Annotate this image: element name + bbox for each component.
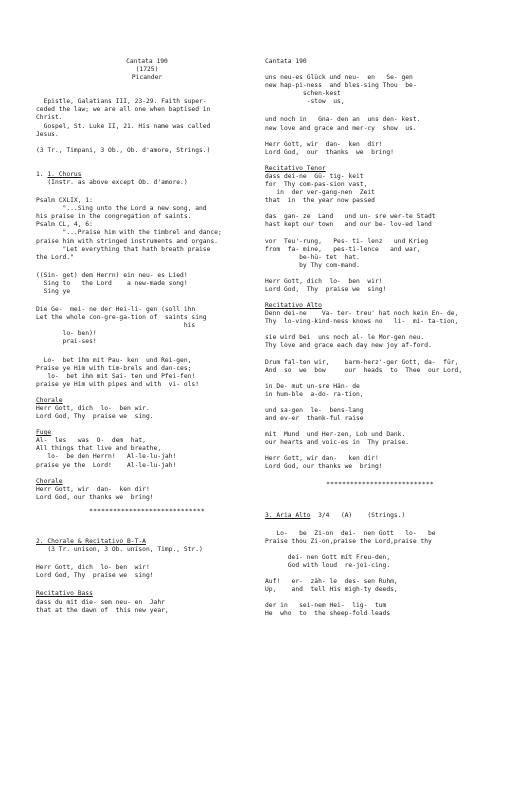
lyric-line: Thy lo-ving-kind-ness knows no li- mi- ta-tion, (265, 318, 459, 326)
text-line: praise him with stringed instruments and organs. (36, 237, 218, 245)
text-line: the Lord." (36, 253, 74, 261)
lyric-line: Lord God, our thanks we bring! (265, 148, 394, 156)
text-line: ceded the law; we are all one when baptised in (36, 106, 211, 114)
text-line: Christ. (36, 114, 63, 122)
lyric-line: schen-kest (265, 90, 341, 98)
lyric-line: Drum fal-ten wir, barm-herz'-ger Gott, da- für, (265, 358, 459, 366)
left-header (36, 58, 258, 82)
lyric-line: and ev-er thank-ful raise (265, 415, 364, 422)
lyrics-loben (36, 357, 258, 389)
lyric-line: Herr Gott, dich lo- ben wir! (265, 277, 383, 285)
lyric-line: Auf! er- zäh- le des- sen Ruhm, (265, 578, 398, 586)
lyric-line: lo- be den Herrn! Al-le-lu-jah! (36, 453, 177, 461)
lyric-line: be-hü- tet hat. (265, 253, 360, 261)
lyric-line: our hearts and voic-es in Thy praise. (265, 439, 410, 447)
lyric-line: das gan- ze Land und un- sre wer-te Stadt (265, 213, 436, 221)
lyric-line: Herr Gott, dich lo- ben wir. (36, 405, 150, 412)
lyric-line: Herr Gott, dich lo- ben wir! (36, 564, 150, 572)
text-line: Psalm CXLIX, 1: (36, 197, 93, 205)
cantata-year: (1725) (135, 66, 159, 74)
section2-title: 2. Chorale & Recitativo B-T-A (36, 538, 146, 546)
lyric-line: lo- bet ihm mit Sai- ten und Pfei-fen! (36, 372, 196, 380)
lyric-line: Lord God, Thy praise we sing! (36, 572, 154, 580)
lyric-line: Lo- be Zi-on dei- nen Gott lo- be (265, 529, 436, 537)
section3-heading (265, 512, 495, 520)
lyric-line: Die Ge- mei- ne der Hei-li- gen (soll ihn (36, 306, 196, 314)
lyric-line: Praise thou Zi-on,praise the Lord,praise thy (265, 537, 432, 545)
recitativo-alto-heading: Recitativo Alto (265, 302, 322, 310)
lyric-line: sie wird bei uns noch al- le Mor-gen neu. (265, 334, 425, 342)
lyric-line: Up, and tell His migh-ty deeds, (265, 586, 398, 594)
epistle-gospel (36, 98, 258, 138)
lyric-line: All things that live and breathe, (36, 445, 162, 453)
section2-heading (36, 538, 258, 546)
lyric-line: from fa- mine, pes-ti-lence and war, (265, 245, 421, 253)
text-line: Gospel, St. Luke II, 21. His name was called (36, 122, 211, 130)
lyric-line: Lord God, our thanks we bring! (265, 463, 383, 471)
lyric-line: dass du mit die- sem neu- en Jahr (36, 598, 165, 606)
lyric-line: und sa-gen le- bens-lang (265, 406, 364, 414)
lyric-line: that at the dawn of this new year, (36, 606, 169, 614)
scoring-line: (3 Tr., Timpani, 3 Ob., Ob. d'amore, Strings.) (36, 146, 211, 154)
lyric-line: dei- nen Gott mit Freu-den, (265, 553, 391, 561)
text-line: "Let everything that hath breath praise (36, 245, 211, 253)
lyric-line: praise ye Him with pipes and with vi- ols! (36, 380, 200, 388)
lyrics-singet (36, 272, 258, 296)
lyric-line: hast kept our town and our be- lov-ed land (265, 221, 432, 229)
lyric-line: new love and grace and mer-cy show us. (265, 124, 417, 132)
text-line: "...Sing unto the Lord a new song, and (36, 205, 207, 213)
lyric-line: der in sei-nem Hei- lig- tum (265, 602, 387, 610)
lyric-line: in De- mut un-sre Hän- de (265, 382, 360, 390)
lyric-line: Sing ye (36, 287, 71, 295)
cantata-title: Cantata 190 (126, 58, 168, 65)
section3-meta: 3/4 (A) (Strings.) (310, 511, 406, 519)
psalm-quotes (36, 197, 258, 262)
lyric-line: that in the year now passed (265, 197, 375, 205)
lyric-line: new hap-pi-ness and bles-sing Thou be- (265, 82, 417, 90)
text-line: Psalm CL, 4, 6: (36, 221, 93, 229)
lyric-line: Lord God, Thy praise we sing. (36, 413, 154, 421)
lyric-line: by Thy com-mand. (265, 261, 360, 269)
chorus-heading: 1. 1. Chorus (36, 170, 82, 178)
lyric-line: He who to the sheep-fold leads (265, 610, 391, 618)
lyric-line: Lord God, our thanks we bring! (36, 493, 154, 501)
lyric-line: his (36, 322, 196, 330)
text-line: Jesus. (36, 130, 59, 138)
lyric-line: Let the whole con-gre-ga-tion of saints sing (36, 314, 207, 322)
lyric-line: Lo- bet ihm mit Pau- ken und Rei-gen, (36, 356, 192, 364)
recitativo-tenor-heading: Recitativo Tenor (265, 164, 326, 172)
section2-instrumentation: (3 Tr. unison, 3 Ob. unison, Timp., Str.) (36, 546, 203, 554)
right-header: Cantata 190 (265, 58, 307, 65)
lyric-line: uns neu-es Glück und neu- en Se- gen (265, 74, 413, 82)
lyric-line: And so we bow our heads to Thee our Lord, (265, 366, 463, 374)
text-line: "...Praise him with the timbrel and dance; (36, 229, 222, 237)
lyric-line: Sing to the Lord a new-made song! (36, 279, 188, 287)
lyric-line: Herr Gott, wir dan- ken dir! (265, 455, 379, 463)
lyric-line: vor Teu'-rung, Pes- ti- lenz und Krieg (265, 237, 429, 245)
lyric-line: for Thy com-pas-sion vast, (265, 181, 368, 189)
lyric-line: Praise ye Him with tim-brels and dan-ces; (36, 364, 192, 372)
section-divider: *************************** (326, 481, 434, 489)
lyric-line: prai-ses! (36, 338, 97, 346)
section-divider: ***************************** (89, 507, 205, 515)
text-line: Epistle, Galatians III, 23-29. Faith super- (36, 98, 207, 106)
lyric-line: God with loud re-joi-cing. (265, 561, 391, 569)
lyric-line: Herr Gott, wir dan- ken dir! (36, 485, 150, 493)
lyric-line: Al- les was O- dem hat, (36, 437, 146, 445)
chorus-title: 1. Chorus (47, 170, 82, 178)
lyric-line: Thy love and grace each day new joy af-ford. (265, 342, 432, 350)
lyric-line: Denn dei-ne Va- ter- treu' hat noch kein En- de, (265, 310, 459, 318)
lyric-line: lo- ben)! (36, 330, 97, 338)
text-line: his praise in the congregation of saints. (36, 213, 192, 221)
lyric-line: ((Sin- get) dem Herrn) ein neu- es Lied! (36, 271, 188, 279)
lyric-line: in der ver-gang-nen Zeit (265, 189, 375, 197)
lyric-line: -stow us, (265, 98, 345, 106)
cantata-librettist: Picander (131, 74, 163, 82)
right-column (265, 58, 495, 618)
lyric-line: und noch in Gna- den an uns den- kest. (265, 116, 421, 124)
chorale-heading: Chorale (36, 396, 63, 404)
chorale-heading: Chorale (36, 477, 63, 485)
lyric-line: Herr Gott, wir dan- ken dir! (265, 140, 383, 148)
left-column (36, 58, 258, 615)
lyric-line: Lord God, Thy praise we sing! (265, 285, 387, 293)
fuge-heading: Fuge (36, 429, 52, 437)
lyric-line: dass dei-ne Gü- tig- keit (265, 172, 364, 180)
chorus-instrumentation: (Instr. as above except Ob. d'amore.) (36, 178, 188, 186)
recitativo-bass-heading: Recitativo Bass (36, 590, 93, 598)
lyrics-gemeine (36, 306, 258, 346)
lyric-line: praise ye the Lord! Al-le-lu-jah! (36, 461, 177, 469)
section3-title: 3. Aria Alto (265, 511, 311, 519)
lyric-line: mit Mund und Her-zen, Lob und Dank. (265, 431, 406, 439)
lyric-line: in hum-ble a-do- ra-tion, (265, 390, 364, 398)
